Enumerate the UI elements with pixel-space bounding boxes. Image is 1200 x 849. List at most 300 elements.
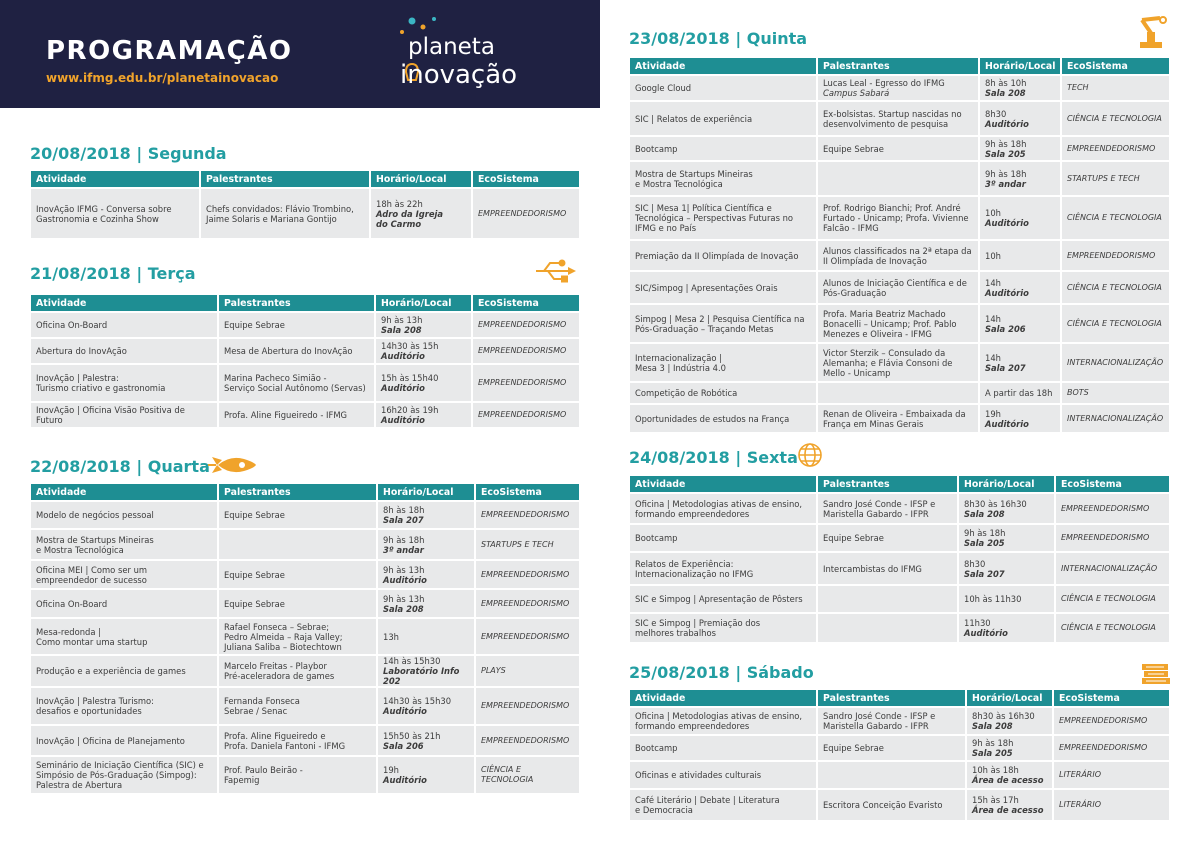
activity-cell: Competição de Robótica xyxy=(630,383,816,403)
table-row xyxy=(630,405,1169,432)
books-icon xyxy=(1140,659,1172,687)
location-text: Sala 205 xyxy=(985,148,1026,159)
col-speakers: Palestrantes xyxy=(201,171,369,187)
activity-cell: SIC | Mesa 1| Política Científica e Tecnológica – Perspectivas Futuras no IFMG e no País xyxy=(630,197,816,239)
table-row xyxy=(31,365,579,401)
time-text: 11h30 xyxy=(964,618,991,628)
speakers-cell xyxy=(818,614,957,642)
speakers-text: Renan de Oliveira - Embaixada da França em Minas Gerais xyxy=(823,408,966,429)
table-row xyxy=(31,530,579,559)
ecosystem-cell: CIÊNCIA E TECNOLOGIA xyxy=(1062,197,1169,239)
col-ecosystem: EcoSistema xyxy=(476,484,579,500)
col-activity: Atividade xyxy=(630,690,816,706)
speakers-cell xyxy=(219,590,376,617)
col-ecosystem: EcoSistema xyxy=(473,171,579,187)
logo-text-inovacao: inovação xyxy=(400,60,518,90)
time-text: 9h às 18h xyxy=(972,738,1014,748)
speakers-text: Equipe Sebrae xyxy=(224,569,285,580)
ecosystem-cell: STARTUPS E TECH xyxy=(476,530,579,559)
speakers-cell xyxy=(818,137,978,160)
time-text: 8h30 xyxy=(985,108,1007,119)
ecosystem-cell: CIÊNCIA E TECNOLOGIA xyxy=(1056,586,1169,612)
activity-cell: Mostra de Startups Mineiras e Mostra Tecnológica xyxy=(31,530,217,559)
col-activity: Atividade xyxy=(31,484,217,500)
time-place-cell xyxy=(967,762,1052,788)
time-text: 9h às 13h xyxy=(381,315,423,325)
location-text: Sala 206 xyxy=(985,323,1026,334)
time-text: 8h30 às 16h30 xyxy=(964,498,1027,509)
location-text: Sala 207 xyxy=(964,568,1005,579)
activity-cell: Relatos de Experiência: Internacionalização no IFMG xyxy=(630,553,816,584)
ecosystem-cell: TECH xyxy=(1062,76,1169,100)
time-place-cell xyxy=(376,365,471,401)
time-place-cell xyxy=(980,305,1060,342)
time-text: 10h às 11h30 xyxy=(964,594,1022,604)
ecosystem-cell: EMPREENDEDORISMO xyxy=(1062,241,1169,270)
time-text: 14h30 às 15h xyxy=(381,341,439,351)
ecosystem-cell: EMPREENDEDORISMO xyxy=(473,339,579,363)
speakers-text: Escritora Conceição Evaristo xyxy=(823,800,943,810)
ecosystem-cell: PLAYS xyxy=(476,656,579,686)
location-text: Sala 207 xyxy=(985,362,1026,373)
time-text: 14h xyxy=(985,352,1001,363)
time-text: 10h xyxy=(985,250,1001,261)
table-row xyxy=(630,137,1169,160)
time-text: 8h30 xyxy=(964,558,986,569)
speakers-cell xyxy=(818,586,957,612)
activity-cell: Oficina On-Board xyxy=(31,313,217,337)
ecosystem-cell: INTERNACIONALIZAÇÃO xyxy=(1062,344,1169,381)
ecosystem-cell: EMPREENDEDORISMO xyxy=(1054,708,1169,734)
speakers-text: Alunos classificados na 2ª etapa da II Olimpíada de Inovação xyxy=(823,245,972,266)
table-row xyxy=(630,708,1169,734)
time-place-cell xyxy=(980,137,1060,160)
speakers-cell xyxy=(818,76,978,100)
activity-cell: Oportunidades de estudos na França xyxy=(630,405,816,432)
speakers-subtext: Campus Sabará xyxy=(823,88,890,98)
time-place-cell xyxy=(980,344,1060,381)
speakers-cell xyxy=(219,339,374,363)
time-place-cell xyxy=(376,339,471,363)
ecosystem-cell: EMPREENDEDORISMO xyxy=(476,561,579,588)
table-row xyxy=(31,726,579,755)
time-place-cell xyxy=(980,76,1060,100)
speakers-cell xyxy=(219,726,376,755)
speakers-text: Prof. Rodrigo Bianchi; Prof. André Furtado - Unicamp; Profa. Vivienne Falcão - IFMG xyxy=(823,203,969,233)
time-text: 9h às 18h xyxy=(964,528,1006,538)
ecosystem-cell: CIÊNCIA E TECNOLOGIA xyxy=(1062,272,1169,303)
table-row xyxy=(31,502,579,528)
ecosystem-cell: EMPREENDEDORISMO xyxy=(476,619,579,654)
speakers-text: Ex-bolsistas. Startup nascidas no desenvolvimento de pesquisa xyxy=(823,108,962,129)
activity-cell: Abertura do InovAção xyxy=(31,339,217,363)
activity-cell: InovAção | Oficina de Planejamento xyxy=(31,726,217,755)
ecosystem-cell: EMPREENDEDORISMO xyxy=(473,365,579,401)
col-speakers: Palestrantes xyxy=(818,476,957,492)
time-text: 14h às 15h30 xyxy=(383,656,441,666)
col-ecosystem: EcoSistema xyxy=(473,295,579,311)
col-ecosystem: EcoSistema xyxy=(1062,58,1169,74)
ecosystem-cell: EMPREENDEDORISMO xyxy=(473,313,579,337)
table-row xyxy=(630,197,1169,239)
speakers-text: Fernanda Fonseca Sebrae / Senac xyxy=(224,696,300,716)
speakers-cell xyxy=(818,762,965,788)
location-text: Auditório xyxy=(985,287,1029,298)
activity-cell: Internacionalização | Mesa 3 | Indústria 4.0 xyxy=(630,344,816,381)
time-text: 15h50 às 21h xyxy=(383,730,441,741)
time-text: 10h xyxy=(985,208,1001,218)
time-place-cell xyxy=(371,189,471,238)
activity-cell: Mesa-redonda | Como montar uma startup xyxy=(31,619,217,654)
col-time-place: Horário/Local xyxy=(376,295,471,311)
location-text: Auditório xyxy=(985,118,1029,129)
speakers-cell xyxy=(219,561,376,588)
activity-cell: Oficina | Metodologias ativas de ensino, formando empreendedores xyxy=(630,708,816,734)
time-place-cell xyxy=(378,590,474,617)
activity-cell: Mostra de Startups Mineiras e Mostra Tecnológica xyxy=(630,162,816,195)
globe-icon xyxy=(797,442,823,468)
time-place-cell xyxy=(959,586,1054,612)
speakers-cell xyxy=(219,403,374,427)
speakers-text: Lucas Leal - Egresso do IFMG xyxy=(823,78,945,88)
location-text: Sala 208 xyxy=(985,88,1026,98)
ecosystem-cell: CIÊNCIA E TECNOLOGIA xyxy=(1062,305,1169,342)
time-place-cell xyxy=(980,383,1060,403)
table-row xyxy=(31,688,579,724)
speakers-cell xyxy=(818,305,978,342)
location-text: Auditório xyxy=(381,415,425,425)
speakers-text: Equipe Sebrae xyxy=(224,320,285,330)
ecosystem-cell: EMPREENDEDORISMO xyxy=(476,502,579,528)
speakers-cell xyxy=(219,757,376,793)
location-text: 3º andar xyxy=(383,544,424,555)
location-text: 3º andar xyxy=(985,178,1026,189)
time-text: 16h20 às 19h xyxy=(381,405,439,415)
time-place-cell xyxy=(980,162,1060,195)
time-text: 9h às 13h xyxy=(383,564,425,575)
col-speakers: Palestrantes xyxy=(818,58,978,74)
activity-cell: Seminário de Iniciação Científica (SIC) e Simpósio de Pós-Graduação (Simpog): Palestra de Abertura xyxy=(31,757,217,793)
time-place-cell xyxy=(959,525,1054,551)
activity-cell: SIC/Simpog | Apresentações Orais xyxy=(630,272,816,303)
col-activity: Atividade xyxy=(630,476,816,492)
speakers-cell xyxy=(818,344,978,381)
table-row xyxy=(630,790,1169,820)
time-place-cell xyxy=(376,313,471,337)
ecosystem-cell: EMPREENDEDORISMO xyxy=(476,688,579,724)
table-row xyxy=(31,590,579,617)
schedule-table-segunda xyxy=(29,169,581,240)
col-activity: Atividade xyxy=(31,171,199,187)
day-heading-quinta: 23/08/2018 | Quinta xyxy=(629,29,808,48)
col-time-place: Horário/Local xyxy=(371,171,471,187)
day-heading-sexta: 24/08/2018 | Sexta xyxy=(629,448,798,467)
activity-cell: Produção e a experiência de games xyxy=(31,656,217,686)
table-header-row xyxy=(630,476,1169,492)
col-speakers: Palestrantes xyxy=(219,484,376,500)
time-text: 19h xyxy=(383,765,399,775)
table-row xyxy=(630,272,1169,303)
ecosystem-cell: EMPREENDEDORISMO xyxy=(1062,137,1169,160)
speakers-text: Profa. Maria Beatriz Machado Bonacelli – Unicamp; Prof. Pablo Menezes e Oliveira - IFMG xyxy=(823,308,957,339)
robot-arm-icon xyxy=(1134,14,1170,50)
speakers-cell xyxy=(818,405,978,432)
location-text: Sala 208 xyxy=(383,603,424,614)
table-row xyxy=(630,586,1169,612)
table-row xyxy=(31,313,579,337)
ecosystem-cell: CIÊNCIA E TECNOLOGIA xyxy=(1062,102,1169,135)
time-place-cell xyxy=(378,688,474,724)
col-time-place: Horário/Local xyxy=(980,58,1060,74)
time-place-cell xyxy=(959,553,1054,584)
col-activity: Atividade xyxy=(630,58,816,74)
ecosystem-cell: CIÊNCIA E TECNOLOGIA xyxy=(1056,614,1169,642)
time-place-cell xyxy=(980,405,1060,432)
location-text: Área de acesso xyxy=(972,805,1044,815)
speakers-cell xyxy=(219,688,376,724)
col-speakers: Palestrantes xyxy=(219,295,374,311)
time-place-cell xyxy=(378,757,474,793)
location-text: Auditório xyxy=(383,706,427,716)
speakers-cell xyxy=(818,162,978,195)
speakers-text: Marcelo Freitas - Playbor Pré-aceleradora de games xyxy=(224,661,335,681)
col-time-place: Horário/Local xyxy=(959,476,1054,492)
time-text: 9h às 18h xyxy=(383,534,425,545)
time-place-cell xyxy=(378,726,474,755)
time-place-cell xyxy=(378,530,474,559)
location-text: Área de acesso xyxy=(972,775,1044,785)
ecosystem-cell: EMPREENDEDORISMO xyxy=(1054,736,1169,760)
header-banner xyxy=(0,0,600,108)
time-place-cell xyxy=(967,790,1052,820)
activity-cell: Oficina On-Board xyxy=(31,590,217,617)
ecosystem-cell: EMPREENDEDORISMO xyxy=(473,189,579,238)
time-place-cell xyxy=(980,197,1060,239)
location-text: Auditório xyxy=(383,574,427,585)
activity-cell: Modelo de negócios pessoal xyxy=(31,502,217,528)
website-url[interactable]: www.ifmg.edu.br/planetainovacao xyxy=(46,71,279,85)
table-header-row xyxy=(31,295,579,311)
time-text: 15h às 15h40 xyxy=(381,373,439,383)
rocket-icon xyxy=(208,454,258,476)
time-text: 8h às 18h xyxy=(383,505,425,515)
speakers-text: Rafael Fonseca – Sebrae; Pedro Almeida – Raja Valley; Juliana Saliba – Biotechtown xyxy=(224,621,343,652)
table-row xyxy=(630,494,1169,523)
ecosystem-cell: LITERÁRIO xyxy=(1054,762,1169,788)
table-row xyxy=(31,656,579,686)
activity-cell: SIC e Simpog | Apresentação de Pôsters xyxy=(630,586,816,612)
time-place-cell xyxy=(378,502,474,528)
speakers-cell xyxy=(818,272,978,303)
time-text: 8h às 10h xyxy=(985,78,1027,88)
time-text: 9h às 13h xyxy=(383,593,425,604)
ecosystem-cell: EMPREENDEDORISMO xyxy=(476,590,579,617)
ecosystem-cell: EMPREENDEDORISMO xyxy=(1056,525,1169,551)
schedule-table-quinta xyxy=(628,56,1171,434)
table-header-row xyxy=(630,58,1169,74)
location-text: Auditório xyxy=(381,351,425,361)
time-place-cell xyxy=(980,272,1060,303)
time-text: 9h às 18h xyxy=(985,138,1027,149)
time-text: 9h às 18h xyxy=(985,168,1027,179)
activity-cell: SIC | Relatos de experiência xyxy=(630,102,816,135)
speakers-cell xyxy=(219,619,376,654)
speakers-cell xyxy=(818,525,957,551)
table-row xyxy=(630,305,1169,342)
day-heading-sabado: 25/08/2018 | Sábado xyxy=(629,663,814,682)
speakers-text: Alunos de Iniciação Científica e de Pós-Graduação xyxy=(823,277,967,298)
speakers-cell xyxy=(219,365,374,401)
speakers-cell xyxy=(219,530,376,559)
activity-cell: Simpog | Mesa 2 | Pesquisa Científica na Pós-Graduação – Traçando Metas xyxy=(630,305,816,342)
col-ecosystem: EcoSistema xyxy=(1054,690,1169,706)
time-place-cell xyxy=(378,656,474,686)
table-row xyxy=(31,561,579,588)
activity-cell: Bootcamp xyxy=(630,137,816,160)
speakers-cell xyxy=(818,102,978,135)
time-text: A partir das 18h xyxy=(985,388,1053,398)
speakers-text: Sandro José Conde - IFSP e Maristella Gabardo - IFPR xyxy=(823,498,936,519)
location-text: Sala 208 xyxy=(964,508,1005,519)
speakers-cell xyxy=(818,197,978,239)
table-row xyxy=(630,344,1169,381)
speakers-text: Equipe Sebrae xyxy=(224,510,285,520)
logo-text-planeta: planeta xyxy=(408,34,495,60)
location-text: Auditório xyxy=(985,418,1029,429)
time-place-cell xyxy=(959,614,1054,642)
time-place-cell xyxy=(967,708,1052,734)
time-text: 13h xyxy=(383,631,399,642)
time-text: 8h30 às 16h30 xyxy=(972,711,1035,721)
location-text: Sala 206 xyxy=(383,740,424,751)
speakers-text: Equipe Sebrae xyxy=(823,143,884,154)
activity-cell: Bootcamp xyxy=(630,525,816,551)
day-heading-terca: 21/08/2018 | Terça xyxy=(30,264,196,283)
speakers-text: Intercambistas do IFMG xyxy=(823,563,922,574)
schedule-table-terca xyxy=(29,293,581,429)
activity-cell: Oficina MEI | Como ser um empreendedor de sucesso xyxy=(31,561,217,588)
table-row xyxy=(630,383,1169,403)
time-place-cell xyxy=(378,619,474,654)
speakers-text: Victor Sterzik – Consulado da Alemanha; e Flávia Consoni de Mello - Unicamp xyxy=(823,347,953,378)
activity-cell: InovAção | Palestra Turismo: desafios e oportunidades xyxy=(31,688,217,724)
table-row xyxy=(630,762,1169,788)
location-text: Laboratório Info 202 xyxy=(383,666,460,686)
time-text: 10h às 18h xyxy=(972,765,1019,775)
location-text: Auditório xyxy=(381,383,425,393)
location-text: Adro da Igreja do Carmo xyxy=(376,208,444,229)
time-place-cell xyxy=(967,736,1052,760)
location-text: Sala 208 xyxy=(972,721,1013,731)
schedule-table-quarta xyxy=(29,482,581,795)
ecosystem-cell: BOTS xyxy=(1062,383,1169,403)
time-text: 18h às 22h xyxy=(376,198,423,209)
location-text: Sala 208 xyxy=(381,325,422,335)
activity-cell: InovAção | Oficina Visão Positiva de Futuro xyxy=(31,403,217,427)
speakers-cell xyxy=(818,241,978,270)
ecosystem-cell: STARTUPS E TECH xyxy=(1062,162,1169,195)
time-text: 15h às 17h xyxy=(972,795,1019,805)
ecosystem-cell: EMPREENDEDORISMO xyxy=(1056,494,1169,523)
table-row xyxy=(630,614,1169,642)
location-text: Sala 207 xyxy=(383,515,424,525)
schedule-table-sexta xyxy=(628,474,1171,644)
table-row xyxy=(31,619,579,654)
location-text: Sala 205 xyxy=(972,748,1013,758)
speakers-text: Sandro José Conde - IFSP e Maristella Gabardo - IFPR xyxy=(823,711,936,731)
table-row xyxy=(630,76,1169,100)
schedule-table-sabado xyxy=(628,688,1171,822)
table-row xyxy=(31,403,579,427)
ecosystem-cell: EMPREENDEDORISMO xyxy=(473,403,579,427)
activity-cell: InovAção | Palestra: Turismo criativo e gastronomia xyxy=(31,365,217,401)
activity-cell: Premiação da II Olimpíada de Inovação xyxy=(630,241,816,270)
ecosystem-cell: EMPREENDEDORISMO xyxy=(476,726,579,755)
location-text: Auditório xyxy=(383,775,427,785)
activity-cell: Oficinas e atividades culturais xyxy=(630,762,816,788)
table-row xyxy=(630,102,1169,135)
speakers-cell xyxy=(201,189,369,238)
ecosystem-cell: LITERÁRIO xyxy=(1054,790,1169,820)
table-row xyxy=(630,162,1169,195)
speakers-cell xyxy=(818,790,965,820)
speakers-cell xyxy=(219,502,376,528)
table-row xyxy=(630,553,1169,584)
speakers-cell xyxy=(818,494,957,523)
activity-cell: SIC e Simpog | Premiação dos melhores trabalhos xyxy=(630,614,816,642)
table-header-row xyxy=(31,171,579,187)
location-text: Sala 205 xyxy=(964,538,1005,548)
col-time-place: Horário/Local xyxy=(378,484,474,500)
location-text: Auditório xyxy=(964,628,1008,638)
time-text: 14h xyxy=(985,313,1001,324)
speakers-text: Profa. Aline Figueiredo - IFMG xyxy=(224,410,348,420)
speakers-text: Profa. Aline Figueiredo e Profa. Daniela Fantoni - IFMG xyxy=(224,730,346,751)
activity-cell: Café Literário | Debate | Literatura e Democracia xyxy=(630,790,816,820)
time-text: 19h xyxy=(985,408,1001,419)
time-text: 14h30 às 15h30 xyxy=(383,696,452,706)
speakers-text: Chefs convidados: Flávio Trombino, Jaime Solaris e Mariana Gontijo xyxy=(206,203,354,224)
speakers-cell xyxy=(818,736,965,760)
activity-cell: Oficina | Metodologias ativas de ensino, formando empreendedores xyxy=(630,494,816,523)
col-ecosystem: EcoSistema xyxy=(1056,476,1169,492)
ecosystem-cell: CIÊNCIA E TECNOLOGIA xyxy=(476,757,579,793)
activity-cell: InovAção IFMG - Conversa sobre Gastronomia e Cozinha Show xyxy=(31,189,199,238)
table-header-row xyxy=(31,484,579,500)
day-heading-quarta: 22/08/2018 | Quarta xyxy=(30,457,210,476)
time-place-cell xyxy=(378,561,474,588)
speakers-cell xyxy=(818,553,957,584)
planeta-inovacao-logo xyxy=(396,14,556,100)
speakers-cell xyxy=(818,708,965,734)
table-row xyxy=(31,757,579,793)
speakers-text: Equipe Sebrae xyxy=(224,598,285,609)
table-header-row xyxy=(630,690,1169,706)
time-place-cell xyxy=(980,241,1060,270)
speakers-text: Equipe Sebrae xyxy=(823,743,884,753)
day-heading-segunda: 20/08/2018 | Segunda xyxy=(30,144,227,163)
table-row xyxy=(630,736,1169,760)
usb-icon xyxy=(534,258,578,284)
speakers-text: Equipe Sebrae xyxy=(823,533,884,543)
speakers-cell xyxy=(219,313,374,337)
col-time-place: Horário/Local xyxy=(967,690,1052,706)
col-activity: Atividade xyxy=(31,295,217,311)
ecosystem-cell: INTERNACIONALIZAÇÃO xyxy=(1056,553,1169,584)
speakers-text: Marina Pacheco Simião - Serviço Social Autônomo (Servas) xyxy=(224,373,366,393)
activity-cell: Bootcamp xyxy=(630,736,816,760)
table-row xyxy=(31,189,579,238)
